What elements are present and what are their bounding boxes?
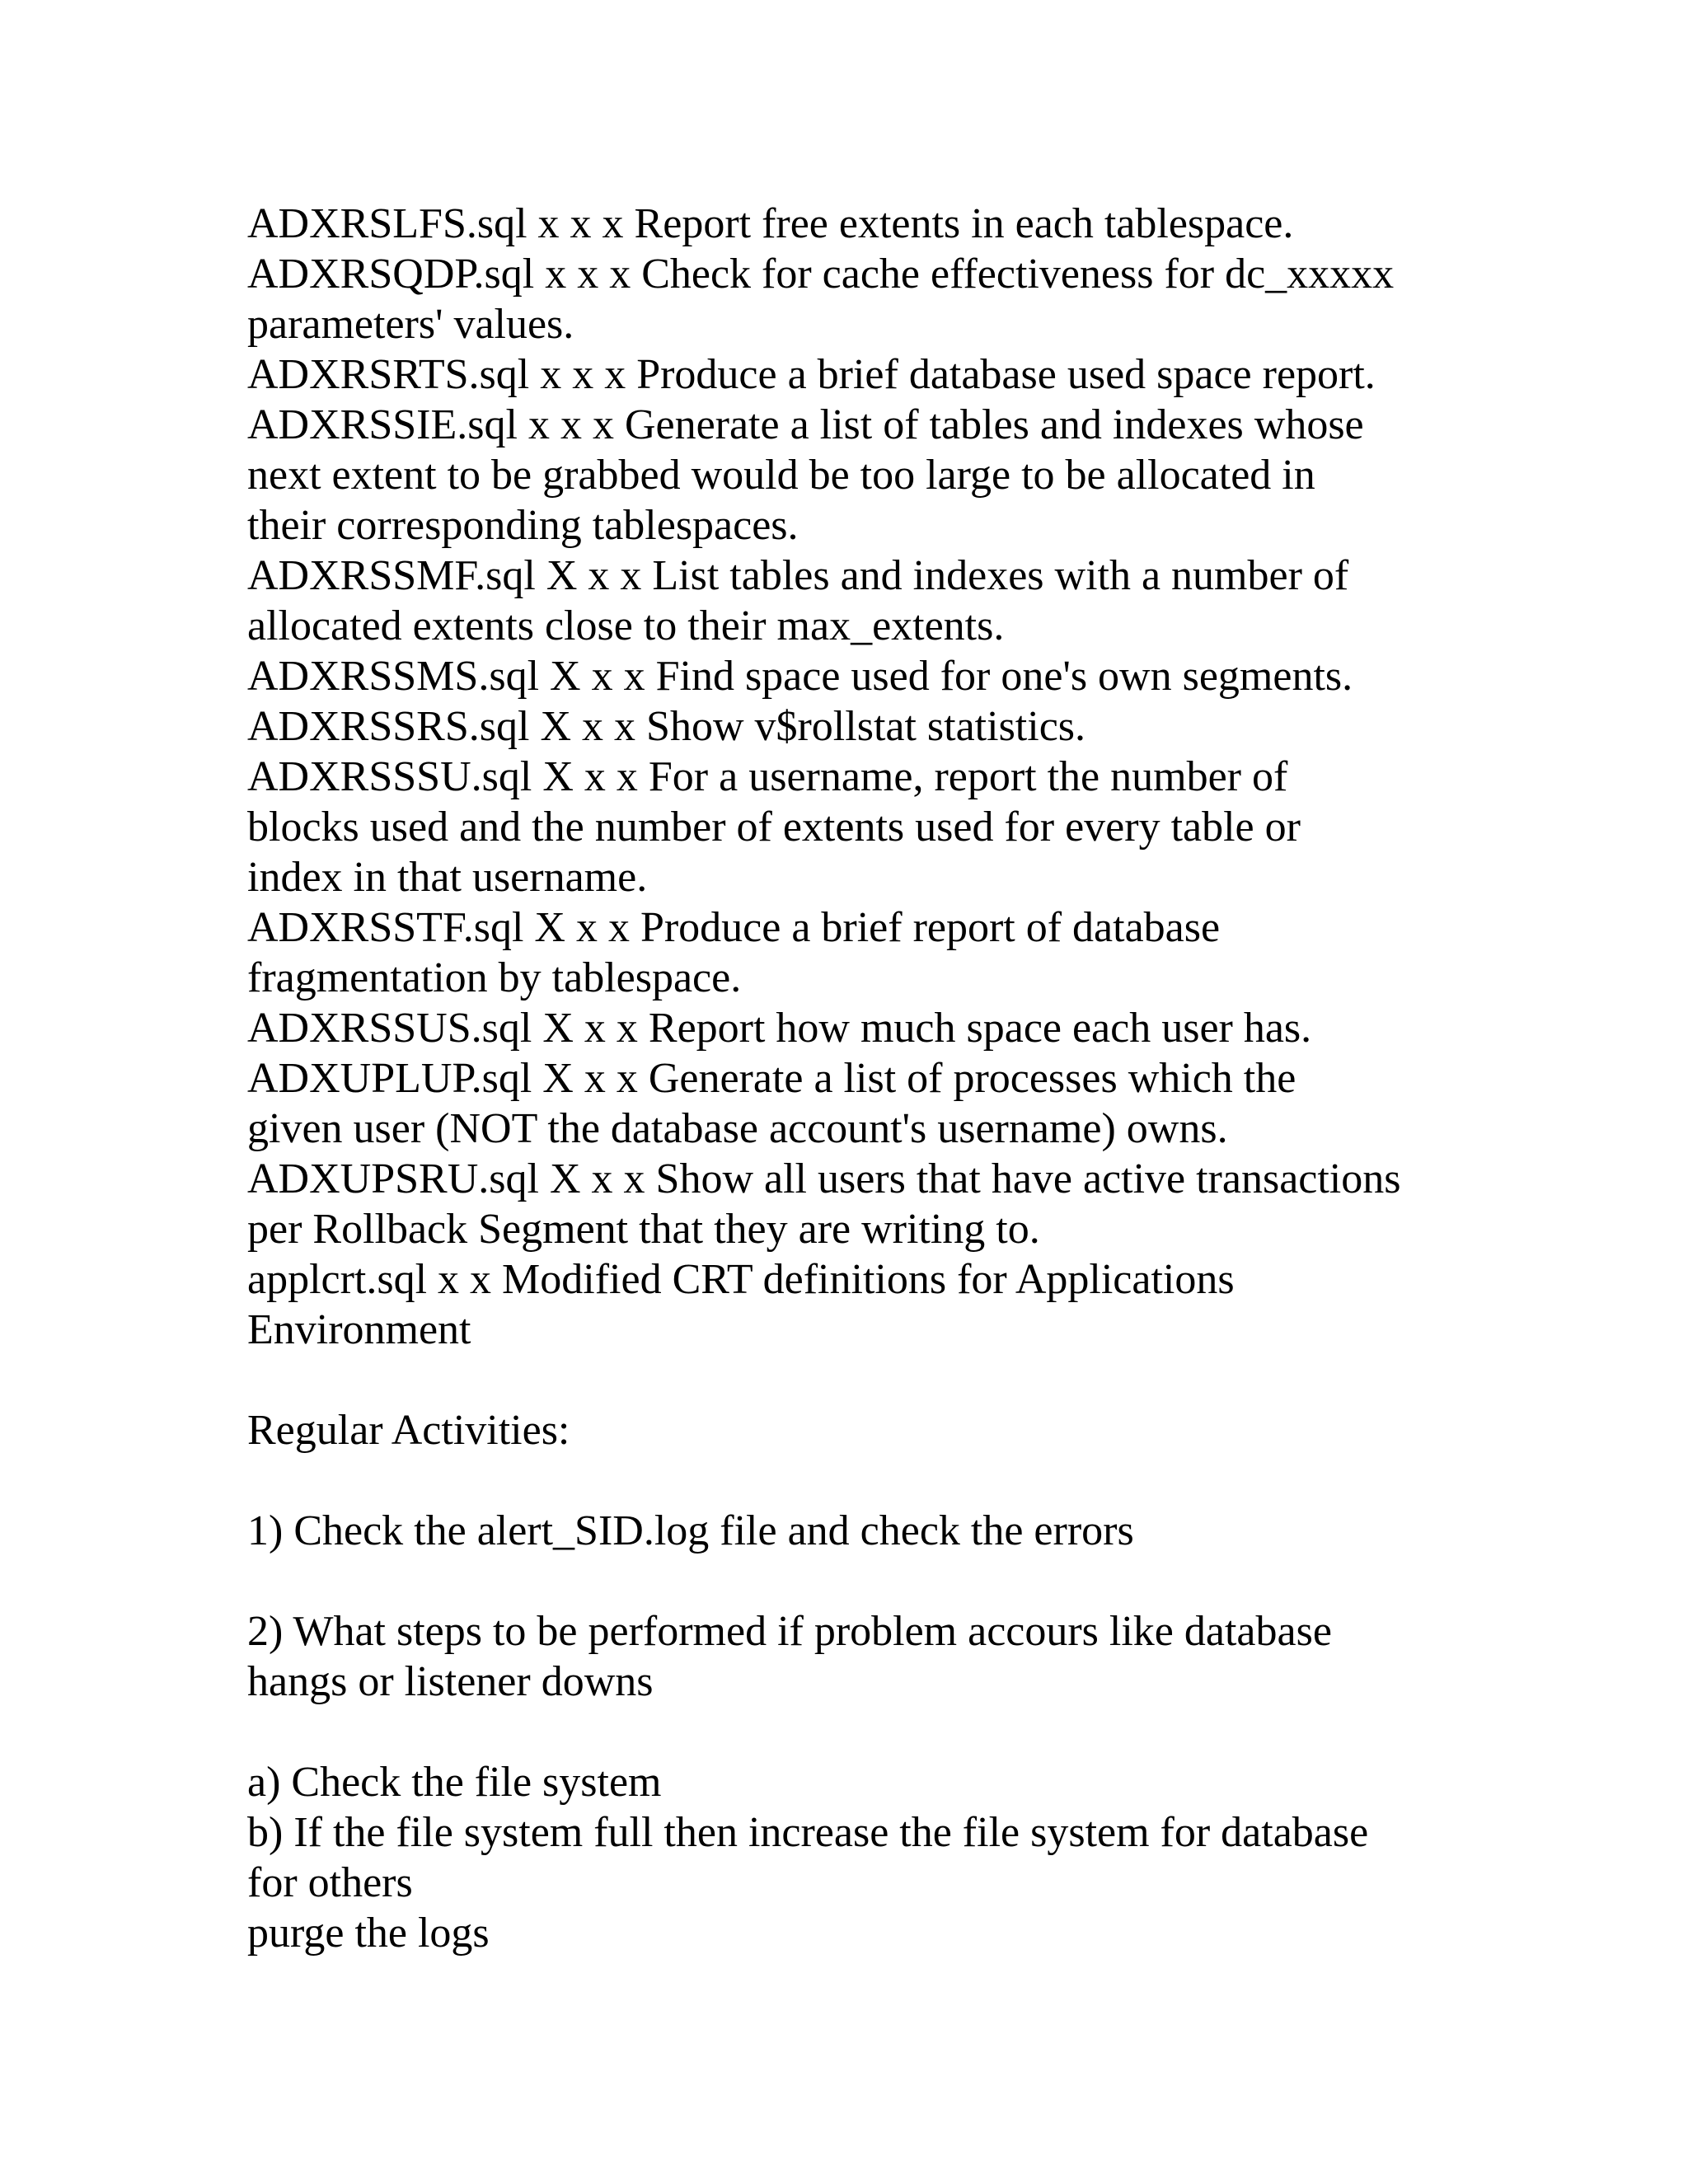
list-item: a) Check the file system <box>247 1759 662 1806</box>
text-line: ADXRSRTS.sql x x x Produce a brief database used space report. <box>247 351 1376 398</box>
text-line: for others <box>247 1859 413 1906</box>
text-line: purge the logs <box>247 1910 490 1957</box>
text-line: Environment <box>247 1306 471 1353</box>
list-item: 2) What steps to be performed if problem accours like database <box>247 1608 1332 1655</box>
text-line: ADXUPSRU.sql X x x Show all users that have active transactions <box>247 1155 1401 1202</box>
text-line: blocks used and the number of extents used for every table or <box>247 804 1301 851</box>
list-item: 1) Check the alert_SID.log file and check the errors <box>247 1507 1134 1554</box>
blank-line <box>247 1556 1451 1606</box>
text-line: applcrt.sql x x Modified CRT definitions for Applications <box>247 1256 1235 1303</box>
text-line: hangs or listener downs <box>247 1658 654 1705</box>
list-item: b) If the file system full then increase the file system for database <box>247 1809 1369 1856</box>
text-line: ADXRSLFS.sql x x x Report free extents in each tablespace. <box>247 200 1294 247</box>
document-body <box>247 199 1451 1958</box>
text-line: ADXUPLUP.sql X x x Generate a list of processes which the <box>247 1055 1296 1102</box>
text-line: fragmentation by tablespace. <box>247 954 742 1001</box>
text-line: ADXRSSTF.sql X x x Produce a brief report of database <box>247 904 1221 951</box>
blank-line <box>247 1707 1451 1757</box>
text-line: next extent to be grabbed would be too large to be allocated in <box>247 452 1315 499</box>
text-line: ADXRSSMF.sql X x x List tables and indexes with a number of <box>247 552 1349 599</box>
text-line: allocated extents close to their max_extents. <box>247 602 1005 649</box>
blank-line <box>247 1355 1451 1405</box>
text-line: ADXRSSSU.sql X x x For a username, report the number of <box>247 753 1288 800</box>
text-line: ADXRSSMS.sql X x x Find space used for one's own segments. <box>247 653 1353 700</box>
text-line: ADXRSSUS.sql X x x Report how much space each user has. <box>247 1005 1312 1052</box>
text-line: ADXRSQDP.sql x x x Check for cache effectiveness for dc_xxxxx <box>247 251 1395 298</box>
text-line: ADXRSSRS.sql X x x Show v$rollstat statistics. <box>247 703 1086 750</box>
text-line: given user (NOT the database account's username) owns. <box>247 1105 1228 1152</box>
text-line: per Rollback Segment that they are writing to. <box>247 1206 1040 1253</box>
text-line: their corresponding tablespaces. <box>247 502 799 549</box>
blank-line <box>247 1455 1451 1506</box>
text-line: index in that username. <box>247 854 648 901</box>
text-line: ADXRSSIE.sql x x x Generate a list of tables and indexes whose <box>247 401 1364 448</box>
section-heading: Regular Activities: <box>247 1407 570 1454</box>
text-line: parameters' values. <box>247 301 574 348</box>
